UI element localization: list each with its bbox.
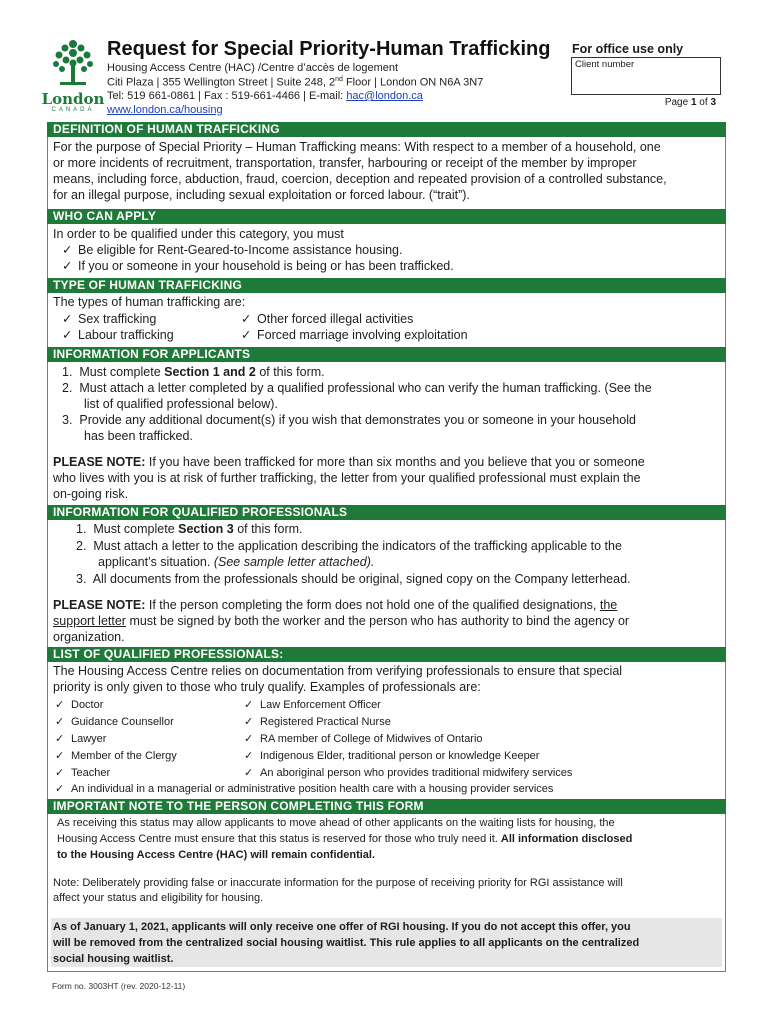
header-address-line: Citi Plaza | 355 Wellington Street | Suite 248, 2nd Floor | London ON N6A 3N7: [107, 76, 484, 89]
header-contact-line: Tel: 519 661-0861 | Fax : 519-661-4466 | E-mail: hac@london.ca: [107, 90, 423, 102]
check-icon: ✓: [55, 699, 65, 711]
numbered-item: 3. All documents from the professionals should be original, signed copy on the Company letterhead.: [76, 572, 631, 586]
list-intro: The Housing Access Centre relies on documentation from verifying professionals to ensure that special: [53, 664, 623, 678]
list-item: ✓ Other forced illegal activities: [241, 312, 414, 326]
logo-wordmark: London: [41, 90, 105, 108]
list-item: ✓ Law Enforcement Officer: [244, 699, 381, 711]
check-icon: ✓: [244, 716, 254, 728]
list-item: ✓ Guidance Counsellor: [55, 716, 174, 728]
numbered-item: 1. Must complete Section 1 and 2 of this form.: [62, 365, 325, 379]
client-number-field[interactable]: [571, 57, 721, 95]
numbered-item-cont: has been trafficked.: [84, 429, 193, 443]
definition-line: or more incidents of recruitment, transportation, transfer, harbouring or receipt of the member by improper: [53, 156, 637, 170]
check-icon: ✓: [244, 699, 254, 711]
check-icon: ✓: [55, 750, 65, 762]
type-intro: The types of human trafficking are:: [53, 295, 246, 309]
list-item: ✓ Teacher: [55, 767, 111, 779]
please-note-cont: organization.: [53, 630, 125, 644]
false-info-note: affect your status and eligibility for housing.: [53, 892, 264, 904]
please-note: PLEASE NOTE: If the person completing the form does not hold one of the qualified designations, the: [53, 598, 618, 612]
rgi-offer-notice: social housing waitlist.: [53, 953, 174, 965]
check-icon: ✓: [55, 767, 65, 779]
check-icon: ✓: [55, 733, 65, 745]
form-number: Form no. 3003HT (rev. 2020-12-11): [52, 981, 186, 991]
list-item: ✓ Lawyer: [55, 733, 107, 745]
check-icon: ✓: [244, 750, 254, 762]
header-website-line: [107, 104, 223, 116]
rgi-offer-notice: will be removed from the centralized social housing waitlist. This rule applies to all applicants on the centralized: [53, 937, 640, 949]
page-indicator: Page 1 of 3: [664, 97, 716, 108]
please-note-cont: on-going risk.: [53, 487, 129, 501]
check-icon: ✓: [55, 716, 65, 728]
check-icon: ✓: [241, 312, 252, 326]
list-item: ✓ Indigenous Elder, traditional person or knowledge Keeper: [244, 750, 540, 762]
definition-line: for an illegal purpose, including sexual exploitation or forced labour. (“trait”).: [53, 188, 470, 202]
check-icon: ✓: [62, 312, 73, 326]
section-heading-professionals: INFORMATION FOR QUALIFIED PROFESSIONALS: [47, 505, 726, 520]
section-heading-important: IMPORTANT NOTE TO THE PERSON COMPLETING THIS FORM: [47, 799, 726, 814]
section-heading-applicants: INFORMATION FOR APPLICANTS: [47, 347, 726, 362]
please-note-cont: support letter must be signed by both the worker and the person who has authority to bind the agency or: [53, 614, 630, 628]
list-item: ✓ Sex trafficking: [62, 312, 157, 326]
numbered-item: 2. Must attach a letter completed by a qualified professional who can verify the human trafficking. (See the: [62, 381, 652, 395]
check-icon: ✓: [241, 328, 252, 342]
list-item: ✓ Doctor: [55, 699, 104, 711]
website-link[interactable]: www.london.ca/housing: [107, 104, 223, 116]
who-intro: In order to be qualified under this category, you must: [53, 227, 344, 241]
list-item: ✓ Be eligible for Rent-Geared-to-Income assistance housing.: [62, 243, 403, 257]
frame-bottom-divider: [47, 971, 726, 972]
office-use-label: For office use only: [572, 42, 684, 56]
important-paragraph: to the Housing Access Centre (HAC) will remain confidential.: [57, 849, 376, 861]
section-heading-type: TYPE OF HUMAN TRAFFICKING: [47, 278, 726, 293]
rgi-offer-notice: As of January 1, 2021, applicants will only receive one offer of RGI housing. If you do not accept this offer, you: [53, 921, 631, 933]
logo-subtitle: CANADA: [51, 107, 95, 113]
definition-line: For the purpose of Special Priority – Human Trafficking means: With respect to a member of a household, one: [53, 140, 661, 154]
list-item: ✓ An aboriginal person who provides traditional midwifery services: [244, 767, 573, 779]
section-heading-definition: DEFINITION OF HUMAN TRAFFICKING: [47, 122, 726, 137]
important-paragraph: Housing Access Centre must ensure that this status is reserved for those who truly need it. All information disclosed: [57, 833, 633, 845]
email-link[interactable]: hac@london.ca: [346, 90, 423, 102]
check-icon: ✓: [62, 243, 73, 257]
list-item: ✓ Registered Practical Nurse: [244, 716, 391, 728]
client-number-label: Client number: [575, 59, 635, 70]
list-item: ✓ Forced marriage involving exploitation: [241, 328, 468, 342]
check-icon: ✓: [244, 767, 254, 779]
check-icon: ✓: [55, 783, 65, 795]
page-title: Request for Special Priority-Human Trafficking: [107, 38, 551, 60]
please-note-cont: who lives with you is at risk of further trafficking, the letter from your qualified professional must explain the: [53, 471, 641, 485]
list-intro: priority is only given to those who truly qualify. Examples of professionals are:: [53, 680, 481, 694]
header-org-line: Housing Access Centre (HAC) /Centre d’accès de logement: [107, 62, 399, 74]
check-icon: ✓: [62, 259, 73, 273]
please-note: PLEASE NOTE: If you have been trafficked for more than six months and you believe that you or someone: [53, 455, 645, 469]
list-item: ✓ If you or someone in your household is being or has been trafficked.: [62, 259, 454, 273]
numbered-item-cont: applicant’s situation. (See sample letter attached).: [98, 555, 375, 569]
check-icon: ✓: [62, 328, 73, 342]
section-heading-list: LIST OF QUALIFIED PROFESSIONALS:: [47, 647, 726, 662]
numbered-item: 2. Must attach a letter to the application describing the indicators of the trafficking applicable to the: [76, 539, 622, 553]
list-item: ✓ RA member of College of Midwives of Ontario: [244, 733, 483, 745]
list-item: ✓ Labour trafficking: [62, 328, 174, 342]
section-heading-who-can-apply: WHO CAN APPLY: [47, 209, 726, 224]
numbered-item: 1. Must complete Section 3 of this form.: [76, 522, 303, 536]
numbered-item-cont: list of qualified professional below).: [84, 397, 278, 411]
list-item: ✓ Member of the Clergy: [55, 750, 177, 762]
check-icon: ✓: [244, 733, 254, 745]
false-info-note: Note: Deliberately providing false or inaccurate information for the purpose of receiving priority for RGI assistance will: [53, 877, 623, 889]
important-paragraph: As receiving this status may allow applicants to move ahead of other applicants on the waiting lists for housing, the: [57, 817, 615, 829]
definition-line: means, including force, abduction, fraud, coercion, deception and repeated provision of a controlled substance,: [53, 172, 667, 186]
list-item: ✓ An individual in a managerial or administrative position health care with a housing provider services: [55, 783, 554, 795]
london-logo: [40, 36, 106, 118]
tree-logo-icon: [40, 36, 106, 92]
numbered-item: 3. Provide any additional document(s) if you wish that demonstrates you or someone in your household: [62, 413, 636, 427]
